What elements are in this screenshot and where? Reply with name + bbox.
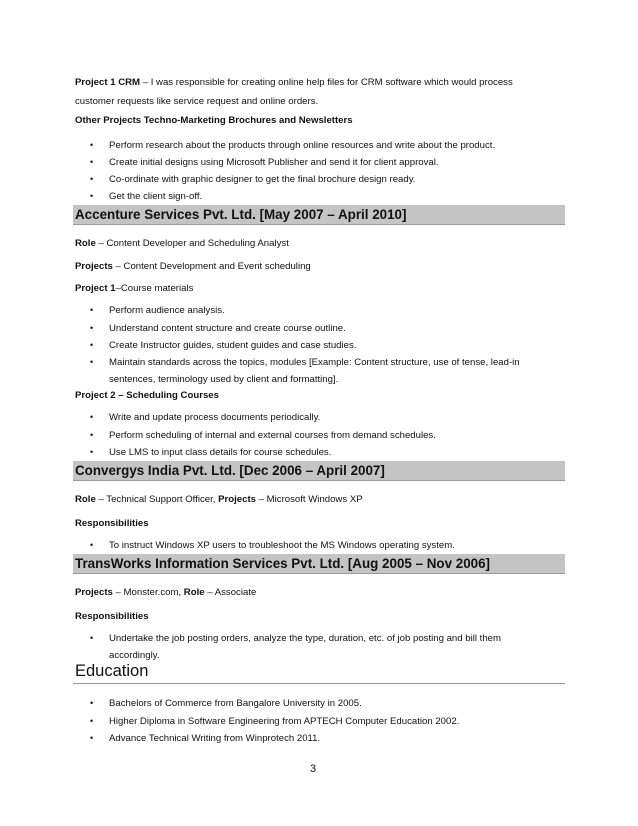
list-item-continuation: accordingly. [109, 650, 160, 661]
list-item: Perform research about the products through online resources and write about the product. [109, 140, 496, 151]
list-item: Understand content structure and create course outline. [109, 323, 346, 334]
projects-role-line [75, 583, 565, 602]
list-item: Undertake the job posting orders, analyze the type, duration, etc. of job posting and bill them [109, 633, 501, 644]
bullet-icon: • [90, 357, 94, 367]
bullet-icon: • [90, 430, 94, 440]
project1-crm-paragraph [75, 73, 565, 111]
section-band-transworks [73, 554, 565, 574]
role-projects-line [75, 490, 565, 509]
list-item: Perform audience analysis. [109, 305, 225, 316]
section-band-accenture [73, 205, 565, 225]
list-item: Get the client sign-off. [109, 191, 203, 202]
responsibilities-heading: Responsibilities [75, 611, 149, 622]
projects-text: – Content Development and Event scheduling [112, 261, 311, 272]
bullet-icon: • [90, 191, 94, 201]
bullet-icon: • [90, 340, 94, 350]
list-item: Bachelors of Commerce from Bangalore University in 2005. [109, 698, 362, 709]
page-number: 3 [310, 763, 317, 775]
role-label: Role [183, 587, 205, 598]
role-line [75, 234, 565, 253]
project1-text-line1: – I was responsible for creating online help files for CRM software which would process [140, 77, 513, 88]
bullet-icon: • [90, 733, 94, 743]
projects-label: Projects [75, 261, 113, 272]
list-item: To instruct Windows XP users to troubleshoot the MS Windows operating system. [109, 540, 455, 551]
bullet-icon: • [90, 174, 94, 184]
project1-label: Project 1 [75, 283, 116, 294]
project1-text: –Course materials [115, 283, 194, 294]
education-heading: Education [75, 662, 149, 680]
bullet-icon: • [90, 323, 94, 333]
projects-text: – Microsoft Windows XP [255, 494, 363, 505]
bullet-icon: • [90, 305, 94, 315]
role-label: Role [75, 494, 96, 505]
role-label: Role [75, 238, 96, 249]
list-item: Create initial designs using Microsoft Publisher and send it for client approval. [109, 157, 439, 168]
list-item: Use LMS to input class details for course schedules. [109, 447, 332, 458]
section-heading: Accenture Services Pvt. Ltd. [May 2007 – April 2010] [75, 207, 407, 222]
bullet-icon: • [90, 716, 94, 726]
section-heading: Convergys India Pvt. Ltd. [Dec 2006 – April 2007] [75, 463, 385, 478]
projects-text: – Monster.com, [112, 587, 184, 598]
project2-heading: Project 2 – Scheduling Courses [75, 390, 219, 401]
section-heading: TransWorks Information Services Pvt. Ltd. [Aug 2005 – Nov 2006] [75, 556, 490, 571]
projects-label: Projects [218, 494, 256, 505]
role-text: – Associate [204, 587, 257, 598]
projects-line [75, 257, 565, 276]
education-divider [73, 683, 565, 684]
bullet-icon: • [90, 447, 94, 457]
bullet-icon: • [90, 140, 94, 150]
list-item: Advance Technical Writing from Winprotech 2011. [109, 733, 321, 744]
projects-label: Projects [75, 587, 113, 598]
list-item: Higher Diploma in Software Engineering from APTECH Computer Education 2002. [109, 716, 460, 727]
bullet-icon: • [90, 633, 94, 643]
role-text: – Content Developer and Scheduling Analyst [95, 238, 289, 249]
responsibilities-heading: Responsibilities [75, 518, 149, 529]
list-item: Create Instructor guides, student guides and case studies. [109, 340, 357, 351]
role-text: – Technical Support Officer, [95, 494, 219, 505]
project1-label: Project 1 CRM [75, 77, 141, 88]
list-item: Co-ordinate with graphic designer to get the final brochure design ready. [109, 174, 416, 185]
list-item: Maintain standards across the topics, modules [Example: Content structure, use of tense, lead-in [109, 357, 520, 368]
section-band-convergys [73, 461, 565, 481]
bullet-icon: • [90, 157, 94, 167]
list-item: Perform scheduling of internal and external courses from demand schedules. [109, 430, 436, 441]
other-projects-heading: Other Projects Techno-Marketing Brochures and Newsletters [75, 115, 353, 126]
list-item: Write and update process documents periodically. [109, 412, 321, 423]
project1-text-line2: customer requests like service request and online orders. [75, 96, 319, 107]
bullet-icon: • [90, 540, 94, 550]
project1-line [75, 279, 565, 298]
list-item-continuation: sentences, terminology used by client and formatting]. [109, 374, 339, 385]
bullet-icon: • [90, 412, 94, 422]
bullet-icon: • [90, 698, 94, 708]
